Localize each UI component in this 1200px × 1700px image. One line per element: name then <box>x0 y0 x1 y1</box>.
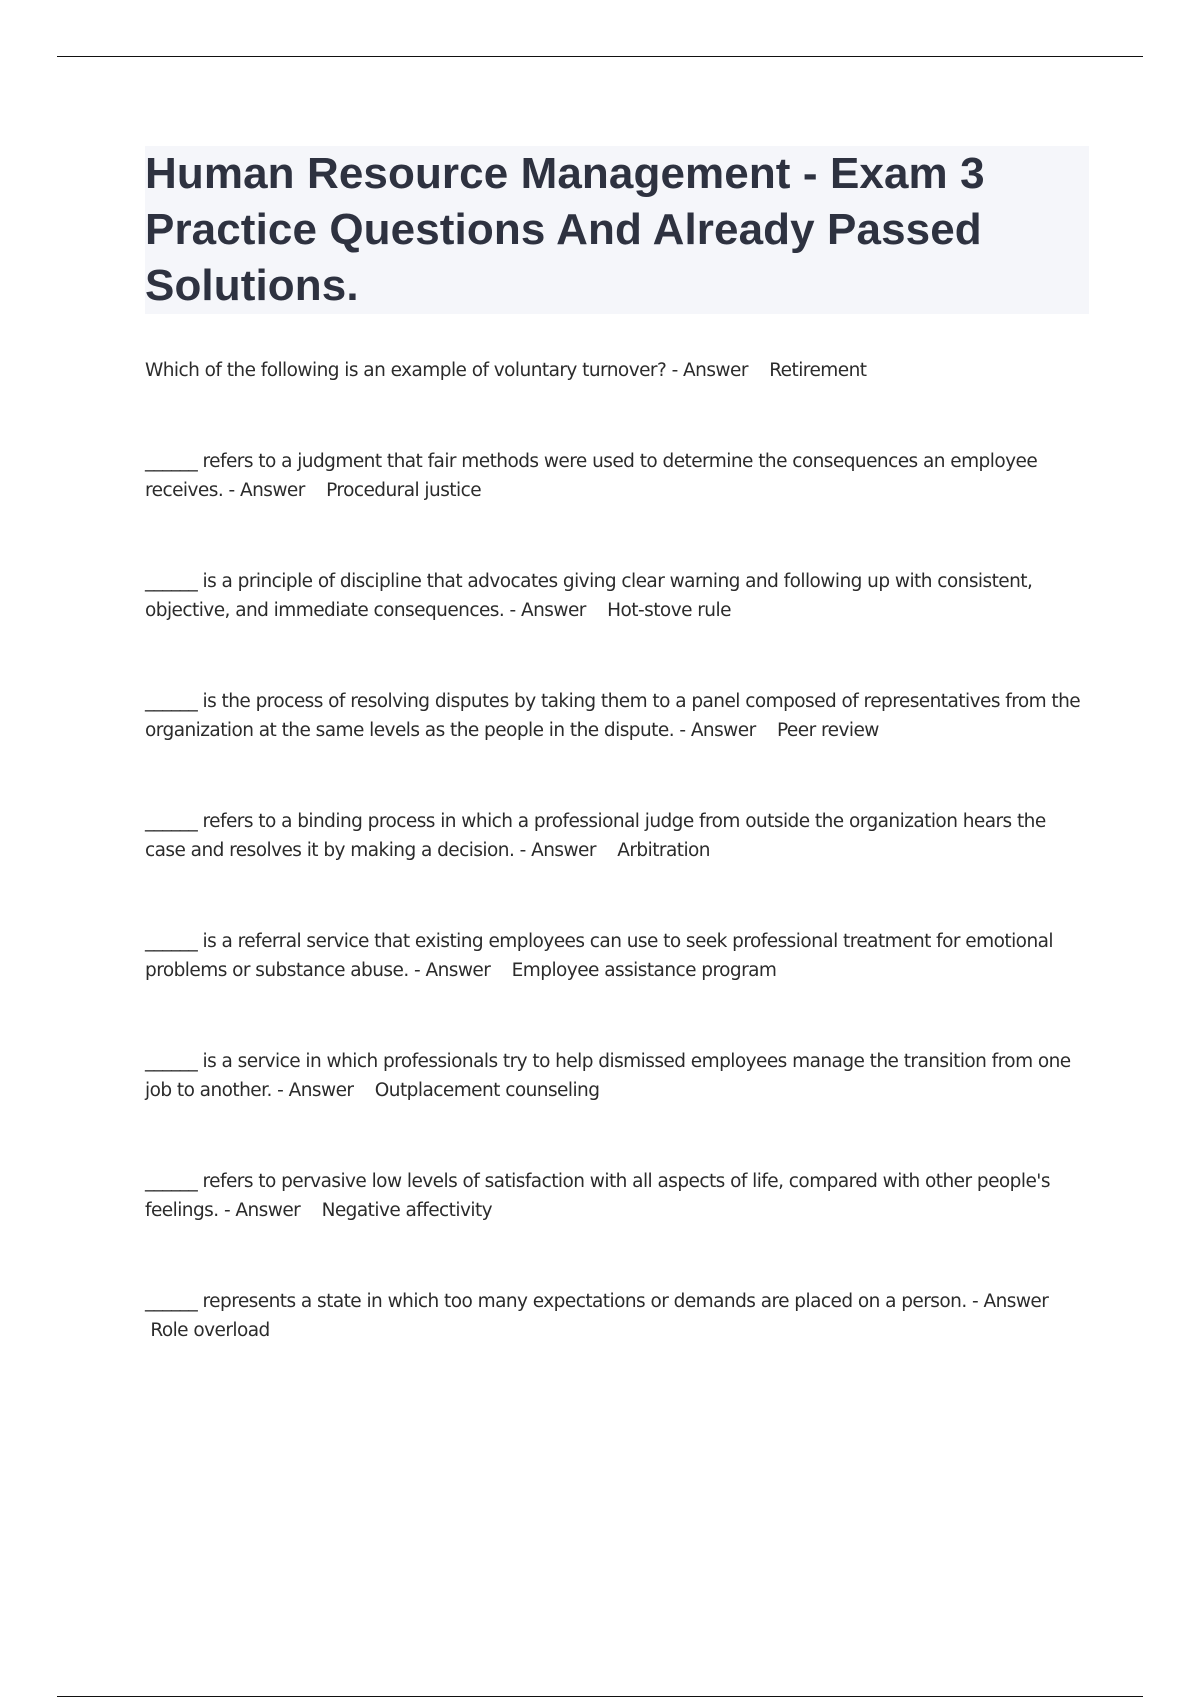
answer-text: Employee assistance program <box>511 960 777 981</box>
question-text: ______ refers to pervasive low levels of satisfaction with all aspects of life, compared with other people's feelings. <box>145 1171 1050 1221</box>
answer-label: - Answer <box>271 1080 354 1101</box>
question-text: ______ represents a state in which too many expectations or demands are placed on a person. <box>145 1291 967 1312</box>
answer-text: Peer review <box>776 720 879 741</box>
answer-label: - Answer <box>666 360 748 381</box>
question-text: ______ is a principle of discipline that advocates giving clear warning and following up with consistent, objective, and immediate consequences. <box>145 571 1033 621</box>
question-text: Which of the following is an example of voluntary turnover? <box>145 360 667 381</box>
top-rule <box>57 56 1143 57</box>
question-text: ______ is a service in which professionals try to help dismissed employees manage the transition from one job to another. <box>145 1051 1071 1101</box>
question-text: ______ is a referral service that existing employees can use to seek professional treatment for emotional problems or substance abuse. <box>145 931 1053 981</box>
answer-text: Procedural justice <box>326 480 482 501</box>
answer-text: Outplacement counseling <box>374 1080 600 1101</box>
qa-item <box>145 687 1085 745</box>
answer-label: - Answer <box>674 720 756 741</box>
answer-text: Negative affectivity <box>321 1200 493 1221</box>
answer-text: Arbitration <box>617 840 710 861</box>
qa-item <box>145 447 1085 505</box>
document-title: Human Resource Management - Exam 3 Practice Questions And Already Passed Solutions. <box>145 149 985 310</box>
bottom-rule <box>57 1696 1143 1697</box>
qa-item <box>145 567 1085 625</box>
qa-list <box>145 356 1085 1407</box>
answer-label: - Answer <box>223 480 305 501</box>
answer-text: Role overload <box>150 1320 270 1341</box>
answer-label: - Answer <box>408 960 491 981</box>
answer-label: - Answer <box>218 1200 301 1221</box>
title-block <box>145 146 1089 314</box>
qa-item <box>145 927 1085 985</box>
answer-text: Hot-stove rule <box>607 600 731 621</box>
qa-item <box>145 356 1085 385</box>
answer-label: - Answer <box>966 1291 1049 1312</box>
question-text: ______ refers to a binding process in which a professional judge from outside the organization hears the case and resolves it by making a decision. <box>145 811 1046 861</box>
qa-item <box>145 1047 1085 1105</box>
answer-text: Retirement <box>769 360 867 381</box>
question-text: ______ is the process of resolving disputes by taking them to a panel composed of representatives from the organization at the same levels as the people in the dispute. <box>145 691 1081 741</box>
qa-item <box>145 1167 1085 1225</box>
question-text: ______ refers to a judgment that fair methods were used to determine the consequences an employee receives. <box>145 451 1038 501</box>
qa-item <box>145 807 1085 865</box>
qa-item <box>145 1287 1085 1345</box>
answer-label: - Answer <box>504 600 586 621</box>
answer-label: - Answer <box>514 840 596 861</box>
